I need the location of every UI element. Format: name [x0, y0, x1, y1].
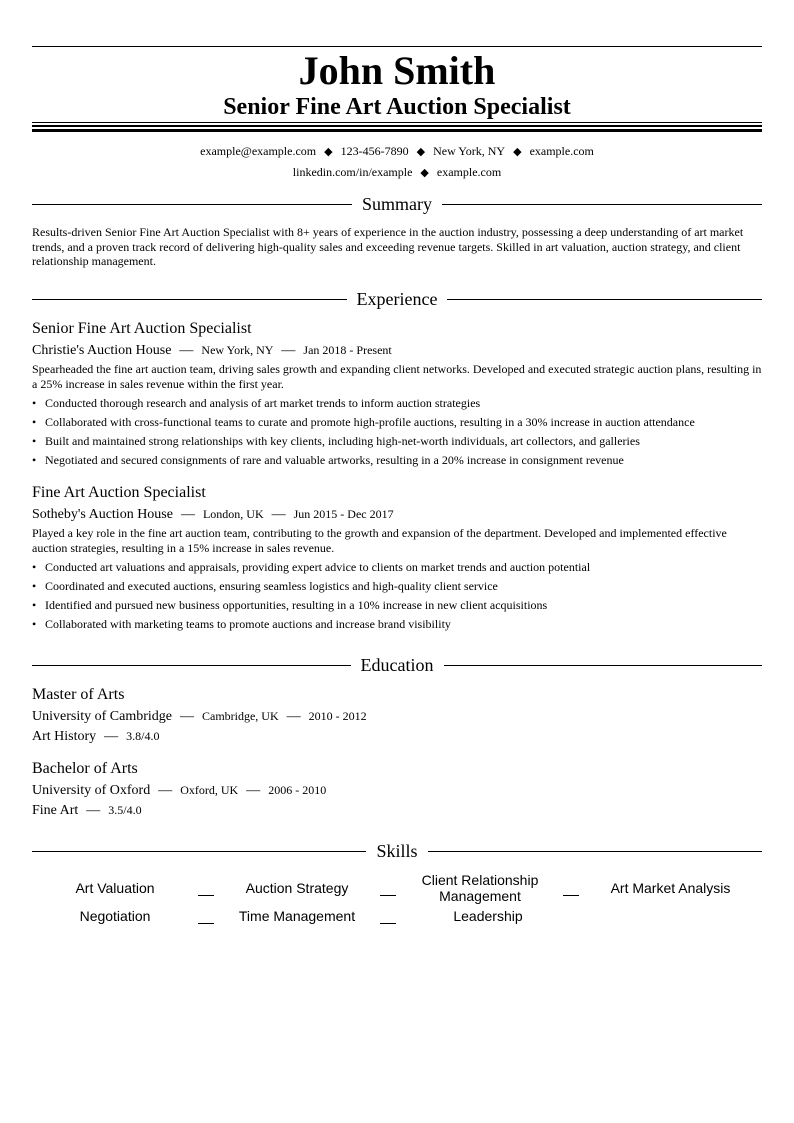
school-name: University of Cambridge — [32, 709, 172, 724]
field-of-study: Art History — [32, 729, 97, 744]
divider — [32, 851, 366, 852]
contact-location: New York, NY — [433, 144, 506, 158]
dash-separator: — — [271, 507, 286, 522]
bullet-icon: • — [32, 415, 37, 429]
list-item: • Conducted art valuations and appraisals, providing expert advice to clients on market trends and auction potential — [32, 558, 762, 577]
bullet-icon: • — [32, 598, 37, 612]
job-location: London, UK — [202, 507, 264, 521]
skill-separator — [198, 923, 214, 924]
school-name: University of Oxford — [32, 783, 151, 798]
divider — [32, 299, 347, 300]
dash-separator: — — [158, 783, 173, 798]
section-title: Summary — [362, 194, 432, 214]
list-item: • Collaborated with marketing teams to promote auctions and increase brand visibility — [32, 615, 762, 634]
dash-separator: — — [286, 709, 301, 724]
summary-text: Results-driven Senior Fine Art Auction Specialist with 8+ years of experience in the auction industry, possessing a deep understanding of art market trends, and a proven track record of delivering high-quality sales and exceeding revenue targets. Skilled in art valuation, auction strategy, and client relationship management. — [32, 225, 744, 268]
divider — [32, 204, 352, 205]
degree-title: Bachelor of Arts — [32, 760, 138, 777]
job-company: Sotheby's Auction House — [32, 507, 173, 522]
contact-linkedin[interactable]: linkedin.com/in/example — [292, 165, 413, 179]
contact-line-1 — [32, 143, 762, 160]
dash-separator: — — [281, 343, 296, 358]
skill-item: Leadership — [453, 908, 523, 924]
school-dates: 2006 - 2010 — [268, 783, 327, 797]
list-item: • Identified and pursued new business opportunities, resulting in a 10% increase in new client acquisitions — [32, 596, 762, 615]
job-title: Senior Fine Art Auction Specialist — [32, 320, 252, 337]
bullet-icon: • — [32, 453, 37, 467]
divider — [444, 665, 763, 666]
experience-heading — [32, 288, 762, 310]
list-item: • Built and maintained strong relationships with key clients, including high-net-worth individuals, art collectors, and galleries — [32, 432, 762, 451]
school-dates: 2010 - 2012 — [308, 709, 367, 723]
job-title: Fine Art Auction Specialist — [32, 484, 206, 501]
gpa: 3.8/4.0 — [126, 729, 160, 743]
degree-title: Master of Arts — [32, 686, 125, 703]
section-title: Education — [360, 655, 434, 675]
school-meta — [32, 707, 367, 726]
job-description: Played a key role in the fine art auction team, contributing to the growth and expansion of the department. Developed and implemented effective auction strategies, resulting in a 15% increase in sales revenue. — [32, 526, 727, 555]
divider — [447, 299, 762, 300]
contact-website[interactable]: example.com — [529, 144, 594, 158]
list-item: • Coordinated and executed auctions, ensuring seamless logistics and high-quality client service — [32, 577, 762, 596]
job-description: Spearheaded the fine art auction team, driving sales growth and expanding client networks. Developed and executed strategic auction plans, resulting in a 25% increase in sales revenue within the first year. — [32, 362, 762, 391]
skill-separator — [380, 895, 396, 896]
skill-separator — [380, 923, 396, 924]
candidate-title: Senior Fine Art Auction Specialist — [223, 94, 571, 120]
dash-separator: — — [179, 709, 194, 724]
contact-phone: 123-456-7890 — [340, 144, 409, 158]
field-of-study: Fine Art — [32, 803, 79, 818]
skill-item: Auction Strategy — [245, 880, 349, 896]
bullet-icon: • — [32, 396, 37, 410]
contact-email[interactable]: example@example.com — [200, 144, 317, 158]
bullet-icon: • — [32, 579, 37, 593]
diamond-icon: ◆ — [420, 167, 429, 179]
candidate-name: John Smith — [298, 48, 496, 93]
header-rule — [32, 129, 762, 132]
divider — [32, 665, 351, 666]
section-title: Experience — [356, 289, 438, 309]
diamond-icon: ◆ — [513, 146, 522, 158]
gpa: 3.5/4.0 — [108, 803, 142, 817]
skill-separator — [198, 895, 214, 896]
dash-separator: — — [246, 783, 261, 798]
skill-item: Time Management — [238, 908, 356, 924]
contact-line-2 — [32, 164, 762, 181]
list-item: • Conducted thorough research and analysis of art market trends to inform auction strategies — [32, 394, 762, 413]
list-item: • Collaborated with cross-functional teams to curate and promote high-profile auctions, resulting in a 30% increase in auction attendance — [32, 413, 762, 432]
dash-separator: — — [180, 507, 195, 522]
bullet-icon: • — [32, 434, 37, 448]
divider — [428, 851, 762, 852]
list-item: • Negotiated and secured consignments of rare and valuable artworks, resulting in a 20% increase in consignment revenue — [32, 451, 762, 470]
bullet-icon: • — [32, 560, 37, 574]
job-bullets — [32, 394, 762, 470]
dash-separator: — — [104, 729, 119, 744]
skill-item: Art Market Analysis — [610, 880, 731, 896]
job-dates: Jan 2018 - Present — [303, 343, 392, 357]
dash-separator: — — [179, 343, 194, 358]
divider — [442, 204, 762, 205]
diamond-icon: ◆ — [416, 146, 426, 158]
summary-heading — [32, 193, 762, 215]
header-rule — [32, 125, 762, 127]
header-top-rule — [32, 46, 762, 47]
header-rule — [32, 122, 762, 123]
job-meta — [32, 505, 394, 524]
field-meta — [32, 727, 160, 746]
bullet-icon: • — [32, 617, 37, 631]
job-dates: Jun 2015 - Dec 2017 — [293, 507, 394, 521]
field-meta — [32, 801, 142, 820]
section-title: Skills — [376, 841, 418, 861]
school-meta — [32, 781, 326, 800]
skills-heading — [32, 840, 762, 862]
education-heading — [32, 654, 762, 676]
skill-item: Client Relationship Management — [421, 872, 539, 904]
school-location: Oxford, UK — [180, 783, 239, 797]
job-bullets — [32, 558, 762, 634]
dash-separator: — — [86, 803, 101, 818]
job-location: New York, NY — [201, 343, 274, 357]
skill-separator — [563, 895, 579, 896]
school-location: Cambridge, UK — [201, 709, 279, 723]
skill-item: Art Valuation — [75, 880, 155, 896]
skill-item: Negotiation — [79, 908, 151, 924]
contact-website-2[interactable]: example.com — [436, 165, 502, 179]
diamond-icon: ◆ — [324, 146, 333, 158]
job-company: Christie's Auction House — [32, 343, 172, 358]
job-meta — [32, 341, 392, 360]
